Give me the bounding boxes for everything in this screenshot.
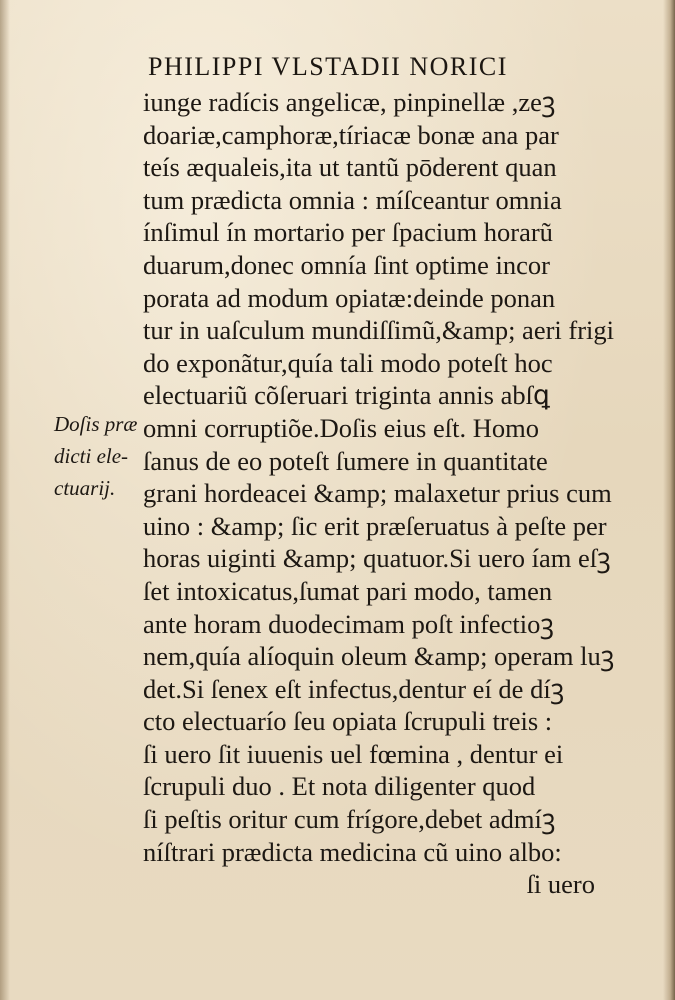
marginal-note-line: ctuarij. (54, 476, 116, 500)
text-line: nem,quía alíoquin oleum &amp; operam luꝫ (143, 641, 615, 672)
text-line: do exponãtur,quía tali modo poteſt hoc (143, 347, 553, 378)
marginal-note (54, 408, 140, 504)
text-line: doariæ,camphoræ,tíriacæ bonæ ana par (143, 119, 559, 150)
text-line: ſet intoxicatus,ſumat pari modo, tamen (143, 575, 553, 606)
text-line: uino : &amp; ſic erit præſeruatus à peſte per (143, 510, 607, 541)
text-line: tur in uaſculum mundiſſimũ,&amp; aeri frigi (143, 315, 615, 346)
text-line: det.Si ſenex eſt infectus,dentur eí de díꝫ (143, 673, 565, 704)
running-head: PHILIPPI VLSTADII NORICI (148, 52, 508, 81)
text-line: electuariũ cõſeruari triginta annis abſꝗ (143, 380, 550, 411)
text-line: cto electuarío ſeu opiata ſcrupuli treis : (143, 706, 553, 737)
text-line: ínſimul ín mortario per ſpacium horarũ (143, 217, 553, 248)
body-text (143, 86, 613, 901)
page-gutter-shadow (0, 0, 10, 1000)
text-line: iunge radícis angelicæ, pinpinellæ ,zeꝫ (143, 87, 556, 117)
text-line: ſi peſtis oritur cum frígore,debet admíꝫ (143, 804, 556, 835)
text-line: omni corruptiõe.Doſis eius eſt. Homo (143, 412, 539, 443)
text-line: ante horam duodecimam poſt infectioꝫ (143, 608, 554, 639)
text-line: horas uiginti &amp; quatuor.Si uero íam eſꝫ (143, 543, 611, 574)
text-line: grani hordeacei &amp; malaxetur prius cum (143, 478, 612, 509)
text-line: teís æqualeis,ita ut tantũ pōderent quan (143, 152, 557, 183)
text-line: tum prædicta omnia : míſceantur omnia (143, 184, 562, 215)
text-line: porata ad modum opiatæ:deinde ponan (143, 282, 556, 313)
page-edge-shadow (663, 0, 675, 1000)
text-line: ſcrupuli duo . Et nota diligenter quod (143, 771, 536, 802)
text-line: níſtrari prædicta medicina cũ uino albo: (143, 836, 562, 867)
text-line: ſanus de eo poteſt ſumere in quantitate (143, 445, 548, 476)
marginal-note-line: dicti ele- (54, 444, 129, 468)
marginal-note-line: Doſis præ (54, 412, 138, 436)
text-line: duarum,donec omnía ſint optime incor (143, 249, 550, 280)
text-line: ſi uero ſit iuuenis uel fœmina , dentur ei (143, 738, 564, 769)
catchword: ſi uero (526, 869, 595, 900)
